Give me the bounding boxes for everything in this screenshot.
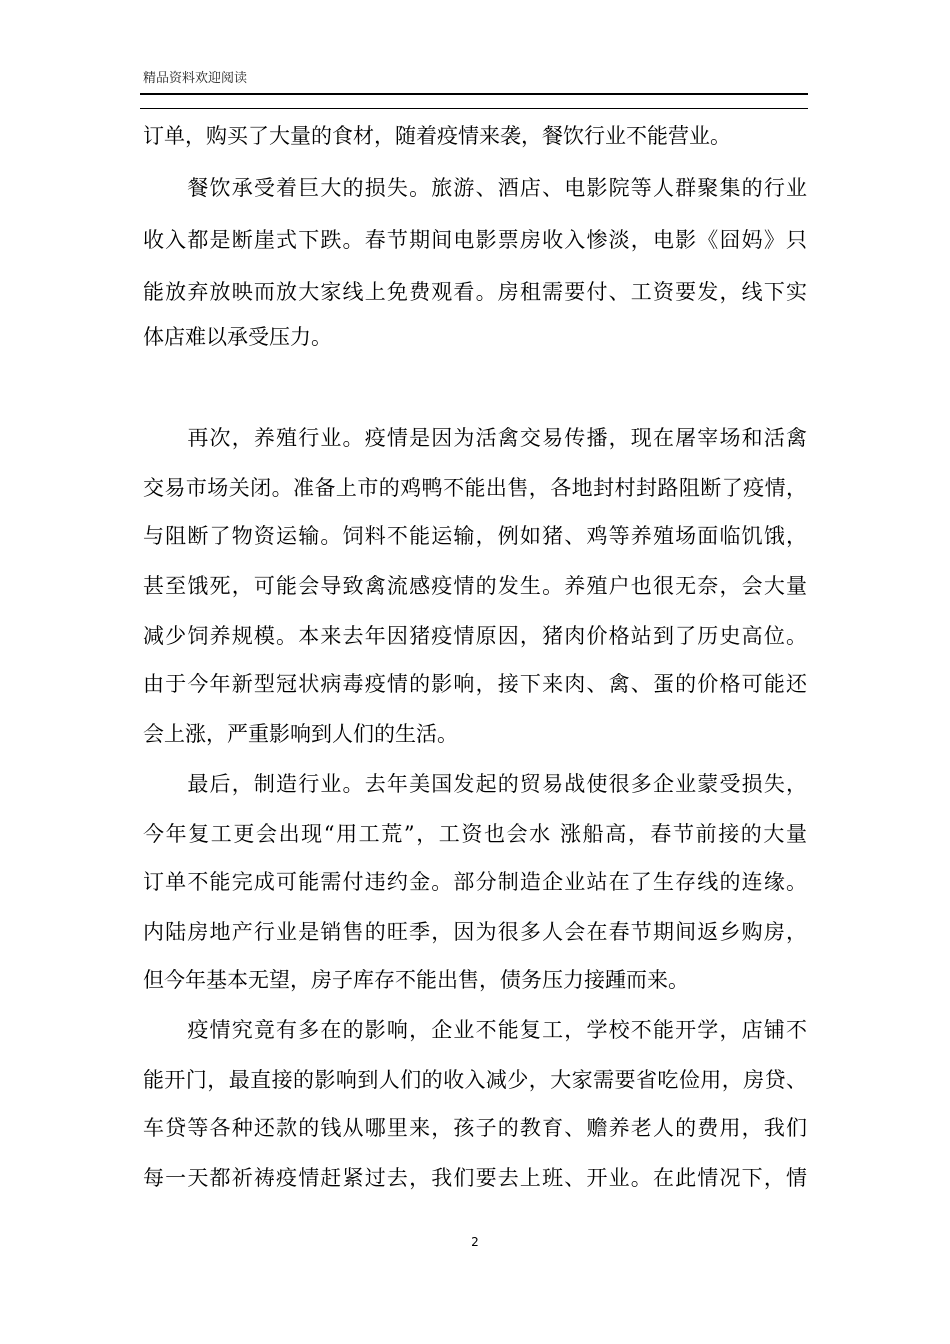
text-line: 但今年基本无望，房子库存不能出售，债务压力接踵而来。 xyxy=(143,968,689,992)
text-line: 会上涨，严重影响到人们的生活。 xyxy=(143,722,458,746)
page-number: 2 xyxy=(471,1235,479,1249)
text-line: 与阻断了物资运输。饲料不能运输，例如猪、鸡等养殖场面临饥饿， xyxy=(143,524,807,548)
text-line: 餐饮承受着巨大的损失。旅游、酒店、电影院等人群聚集的行业 xyxy=(143,176,807,200)
header-rule-thick xyxy=(140,93,808,95)
header-title: 精品资料欢迎阅读 xyxy=(143,71,248,86)
text-line: 再次，养殖行业。疫情是因为活禽交易传播，现在屠宰场和活禽 xyxy=(143,426,807,450)
text-line: 最后，制造行业。去年美国发起的贸易战使很多企业蒙受损失， xyxy=(143,772,807,796)
text-line: 疫情究竟有多在的影响，企业不能复工，学校不能开学，店铺不 xyxy=(143,1018,807,1042)
text-line: 今年复工更会出现“用工荒”，工资也会水 涨船高，春节前接的大量 xyxy=(143,822,807,846)
text-line: 每一天都祈祷疫情赶紧过去，我们要去上班、开业。在此情况下，情 xyxy=(143,1166,807,1190)
text-line: 甚至饿死，可能会导致禽流感疫情的发生。养殖户也很无奈，会大量 xyxy=(143,574,807,598)
text-line: 收入都是断崖式下跌。春节期间电影票房收入惨淡，电影《囧妈》只 xyxy=(143,228,807,252)
text-line: 订单，购买了大量的食材，随着疫情来袭，餐饮行业不能营业。 xyxy=(143,124,731,148)
text-line: 订单不能完成可能需付违约金。部分制造企业站在了生存线的连缘。 xyxy=(143,870,807,894)
text-line: 车贷等各种还款的钱从哪里来，孩子的教育、赡养老人的费用，我们 xyxy=(143,1116,807,1140)
text-line: 减少饲养规模。本来去年因猪疫情原因，猪肉价格站到了历史高位。 xyxy=(143,624,807,648)
text-line: 交易市场关闭。准备上市的鸡鸭不能出售，各地封村封路阻断了疫情， xyxy=(143,476,807,500)
text-line: 体店难以承受压力。 xyxy=(143,325,332,349)
text-line: 能放弃放映而放大家线上免费观看。房租需要付、工资要发，线下实 xyxy=(143,280,807,304)
header-rule-thin xyxy=(140,108,808,109)
text-line: 内陆房地产行业是销售的旺季，因为很多人会在春节期间返乡购房， xyxy=(143,920,807,944)
text-line: 由于今年新型冠状病毒疫情的影响，接下来肉、禽、蛋的价格可能还 xyxy=(143,672,807,696)
text-line: 能开门，最直接的影响到人们的收入减少，大家需要省吃俭用，房贷、 xyxy=(143,1068,807,1092)
